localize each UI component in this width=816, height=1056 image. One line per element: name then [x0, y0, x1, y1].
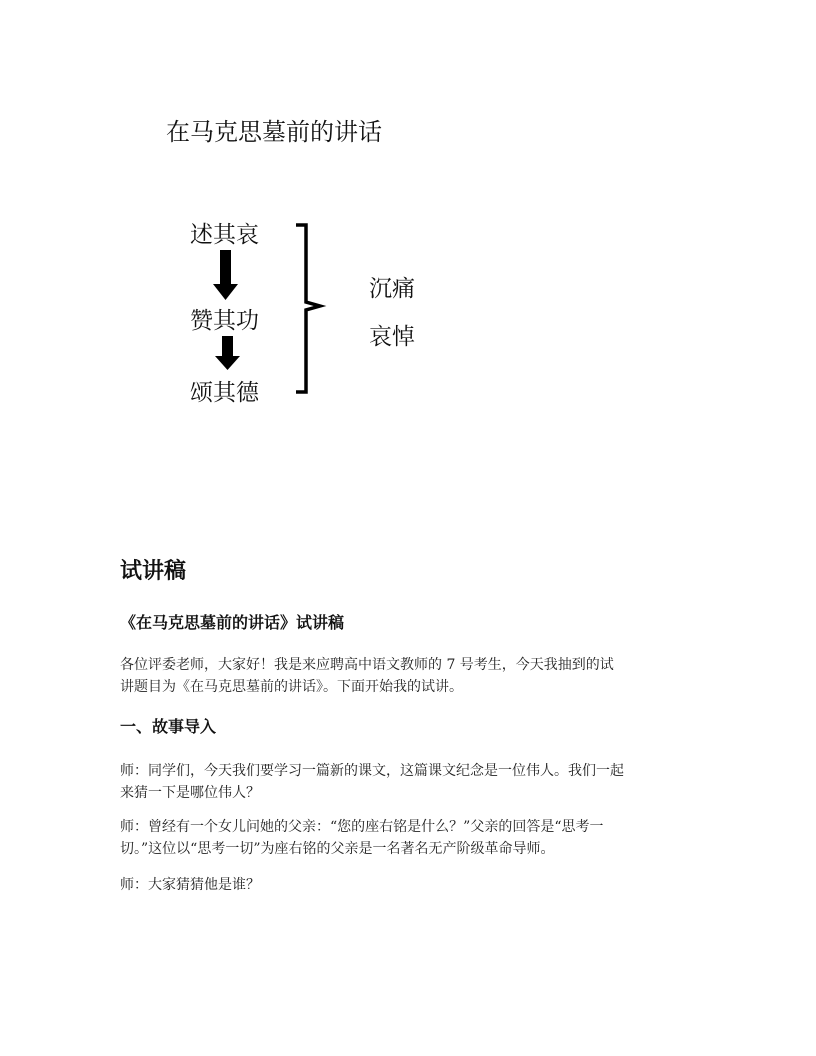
diagram-title: 在马克思墓前的讲话: [166, 118, 382, 146]
text-line: 来猜一下是哪位伟人？: [120, 785, 260, 801]
section-heading: 一、故事导入: [120, 717, 217, 736]
text-line: 师：同学们，今天我们要学习一篇新的课文，这篇课文纪念是一位伟人。我们一起: [120, 763, 624, 779]
text-line: 切。”这位以“思考一切”为座右铭的父亲是一名著名无产阶级革命导师。: [120, 841, 555, 857]
text-line: 各位评委老师，大家好！我是来应聘高中语文教师的 7 号考生，今天我抽到的试: [120, 657, 614, 673]
down-arrow-icon: [215, 336, 240, 370]
paragraph-3: [120, 874, 705, 896]
diagram-graphics: [0, 0, 816, 520]
intro-paragraph: [120, 654, 705, 698]
node-song-qi-de: 颂其德: [190, 380, 259, 406]
paragraph-2: [120, 816, 705, 860]
node-shu-qi-ai: 述其哀: [190, 222, 259, 248]
paragraph-1: [120, 760, 705, 804]
label-chen-tong: 沉痛: [369, 276, 415, 302]
node-zan-qi-gong: 赞其功: [190, 308, 259, 334]
doc-subheading: 《在马克思墓前的讲话》试讲稿: [120, 613, 345, 632]
text-line: 讲题目为《在马克思墓前的讲话》。下面开始我的试讲。: [120, 679, 463, 695]
doc-heading: 试讲稿: [120, 559, 187, 584]
text-line: 师：大家猜猜他是谁？: [120, 877, 260, 893]
down-arrow-icon: [213, 250, 238, 300]
label-ai-dao: 哀悼: [369, 324, 415, 350]
right-bracket: [296, 225, 320, 392]
text-line: 师：曾经有一个女儿问她的父亲：“您的座右铭是什么？”父亲的回答是“思考一: [120, 819, 604, 835]
